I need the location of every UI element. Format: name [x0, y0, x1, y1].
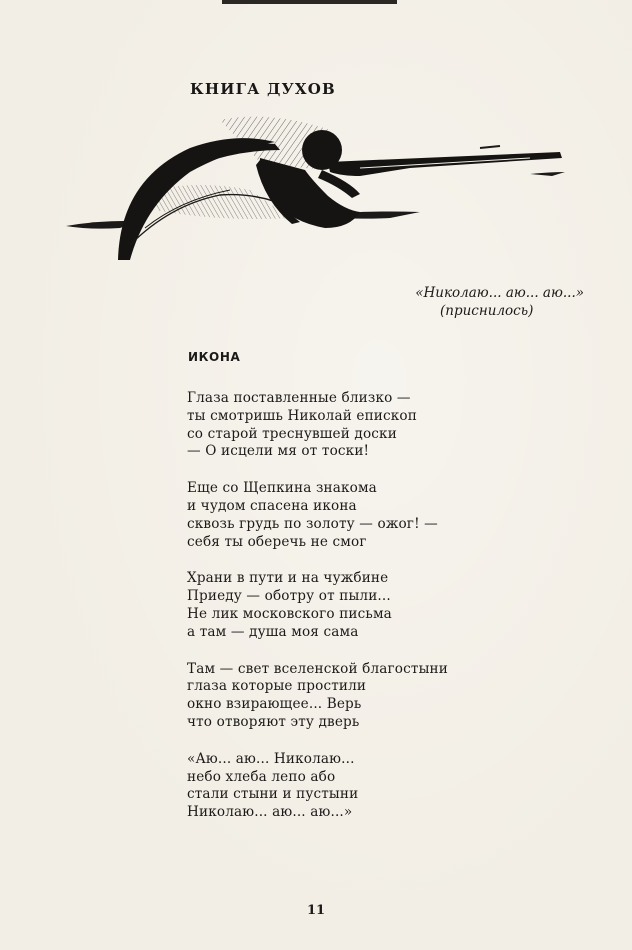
poem-line: Храни в пути и на чужбине [187, 570, 389, 587]
poem-line: себя ты оберечь не смог [187, 533, 367, 550]
epigraph [380, 284, 590, 320]
page-number: 11 [306, 903, 326, 918]
stanza [187, 390, 487, 461]
epigraph-line-1: «Николаю... аю... аю...» [415, 285, 584, 301]
stanza [187, 751, 487, 822]
poem-line: со старой треснувшей доски [187, 425, 397, 442]
poem-line: «Аю... аю... Николаю... [187, 750, 355, 767]
rifleman-illustration [60, 110, 570, 265]
poem-title: ИКОНА [188, 350, 241, 364]
poem-line: стали стыни и пустыни [187, 786, 359, 803]
poem-body [187, 390, 487, 841]
poem-line: — О исцели мя от тоски! [187, 443, 370, 460]
poem-line: ты смотришь Николай епископ [187, 407, 417, 424]
poem-line: сквозь грудь по золоту — ожог! — [187, 515, 438, 532]
poem-line: а там — душа моя сама [187, 623, 359, 640]
poem-line: что отворяют эту дверь [187, 713, 360, 730]
poem-line: Не лик московского письма [187, 605, 392, 622]
poem-line: Приеду — оботру от пыли... [187, 588, 391, 605]
epigraph-line-2: (приснилось) [440, 303, 534, 319]
poem-line: Еще со Щепкина знакома [187, 480, 377, 497]
stanza [187, 570, 487, 641]
poem-line: и чудом спасена икона [187, 497, 357, 514]
poem-line: Там — свет вселенской благостыни [187, 660, 448, 677]
poem-line: Глаза поставленные близко — [187, 390, 411, 406]
poem-line: глаза которые простили [187, 678, 367, 695]
poem-line: Николаю... аю... аю...» [187, 804, 353, 821]
top-rule [222, 0, 397, 4]
stanza [187, 661, 487, 732]
section-title: КНИГА ДУХОВ [190, 80, 336, 98]
poem-line: окно взирающее... Верь [187, 696, 362, 713]
poem-line: небо хлеба лепо або [187, 768, 336, 785]
stanza [187, 480, 487, 551]
